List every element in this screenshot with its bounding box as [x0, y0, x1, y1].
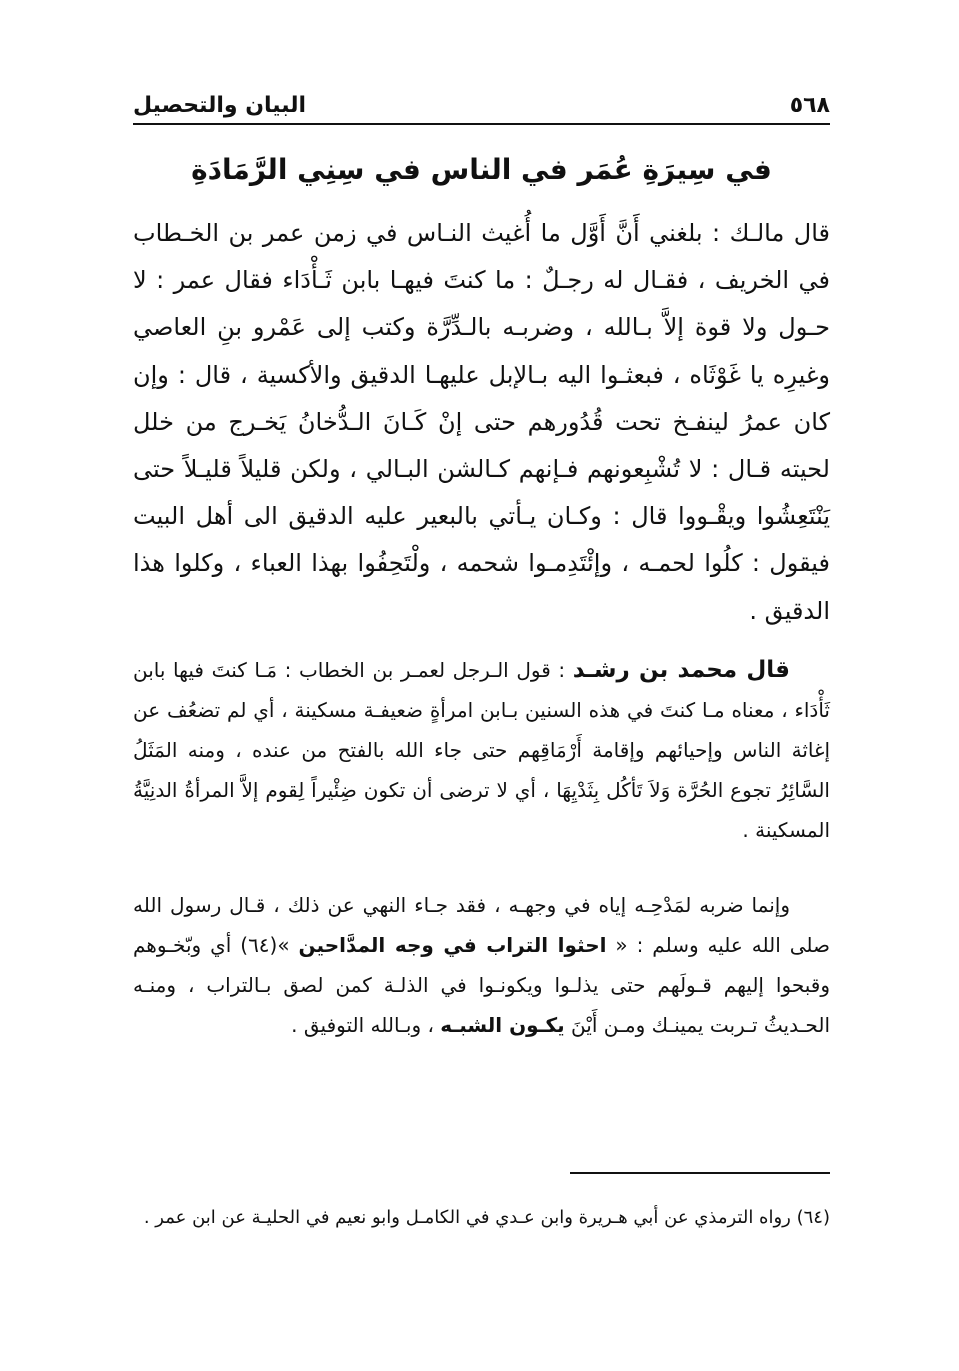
footnote: (٦٤) رواه الترمذي عن أبي هـريرة وابن عـدي في الكامـل وابو نعيم في الحليـة عن ابن عمر . — [143, 1207, 830, 1228]
footnote-divider — [570, 1172, 830, 1174]
bold-phrase: يكـون الشبـه — [440, 1013, 565, 1037]
running-header — [133, 78, 830, 118]
paragraph-text: وإنما ضربه لمَدْحِـه إياه في وجهـه ، فقد جـاء النهي عن ذلك ، قـال رسول الله صلى الله عليه وسلم : « — [133, 893, 830, 957]
paragraph-text: قال مالـك : بلغني أَنَّ أَوَّل ما أُغيث النـاس في زمن عمر بن الخـطاب في الخريف ، فقـال له رجـلٌ : ما كنتَ فيهـا بابن ثَـأْدَاء فقال عمر : لا حـول ولا قوة إلاَّ بـالله ، وضربـه بالـدِّرَّة وكتب إلى عَمْرو بنِ العاصي وغيرِه يا غَوْثَاه ، فبعثـوا اليه بـالإبل عليهـا الدقيق والأكسية ، قال : وإن كان عمرُ لينفـخ تحت قُدُورهم حتى إنْ كَـانَ الـدُّخانُ يَخـرج من خلل لحيته قـال : لا تُشْبِعونهم فـإنهم كـالشن البـالي ، ولكن قليلاً قليـلاً حتى يَنْتَعِشُوا ويقْـووا قال : وكـان يـأتي بالبعير عليه الدقيق الى أهل البيت فيقول : كلُوا لحمـه ، وإئْتَدِمـوا شحمه ، ولْتَحِفُوا بهذا العباء ، وكلوا هذا الدقيق . — [133, 219, 830, 625]
page-number: ٥٦٨ — [789, 93, 830, 118]
header-divider — [133, 123, 830, 125]
paragraph-text: ، وبـالله التوفيق . — [291, 1013, 441, 1037]
hadith-quote: احثوا التراب في وجه المدَّاحين — [298, 933, 607, 957]
running-header-title: البيان والتحصيل — [133, 93, 307, 118]
paragraph-malik-narration — [133, 210, 830, 635]
paragraph-text: »(٦٤) أي وبّخـوهم وقبحوا إليهم قـولَهم حتى يذلـوا ويكونـوا في الذلـة كمن لصق بـالتراب ، ومنـه الحـديثُ تـربت يمينـك ومـن أَيْنَ — [133, 933, 830, 1037]
paragraph-text: : قول الـرجل لعمـر بن الخطاب : مَـا كنتَ فيها بابن ثَأْدَاء ، معناه مـا كنتَ في هذه السنين بـابن امرأةٍ ضعيفـة مسكينة ، أي لم تضعُف عن إغاثة الناس وإحيائهم وإقامة أَرْمَاقِهم حتى جاء الله بالفتح من عنده ، ومنه المَثَلُ السَّائِرُ تجوع الحُرَّة وَلاَ تَأكُل بِثَدْيِهَا ، أي لا ترضى أن تكون ضِئْيراً لِقوم إلاَّ المرأةُ الدنِيَّةُ المسكينة . — [133, 658, 830, 842]
paragraph-ibn-rushd-commentary — [133, 650, 830, 850]
section-title: في سِيرَةِ عُمَر في الناس في سِنِي الرَّمَادَةِ — [191, 153, 772, 186]
paragraph-praise-hadith — [133, 885, 830, 1045]
commentator-lead: قال محمد بن رشـد — [572, 657, 790, 683]
